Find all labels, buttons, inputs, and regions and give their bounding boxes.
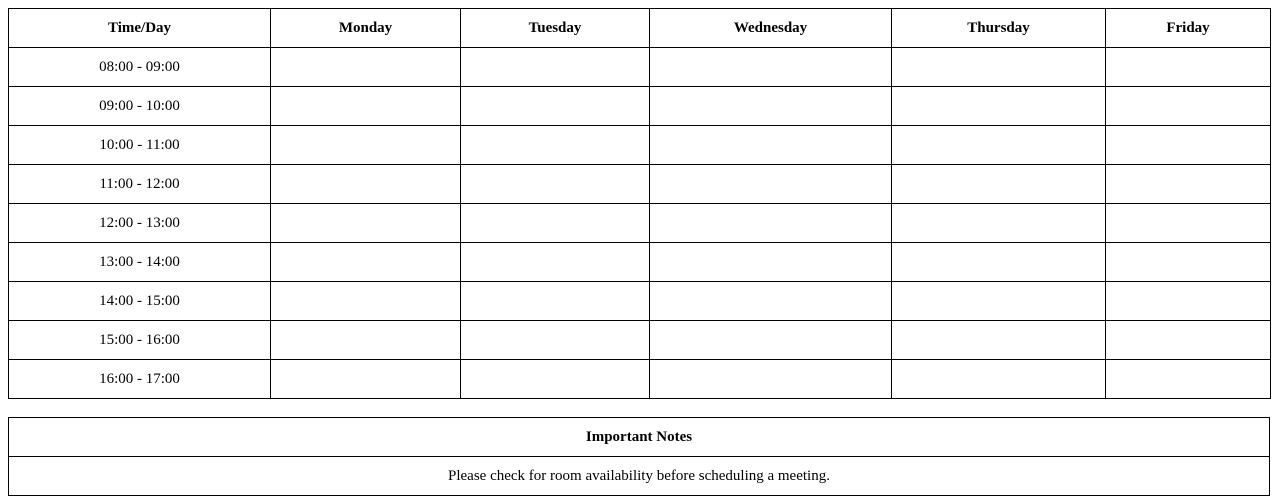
schedule-cell-monday [271,243,461,282]
schedule-cell-tuesday [461,126,650,165]
header-tuesday: Tuesday [461,9,650,48]
schedule-cell-monday [271,321,461,360]
schedule-cell-thursday [892,360,1106,399]
note-text: Please check for room availability before scheduling a meeting. [9,457,1270,496]
time-slot-cell: 12:00 - 13:00 [9,204,271,243]
schedule-cell-wednesday [650,87,892,126]
schedule-cell-friday [1106,321,1271,360]
schedule-cell-monday [271,48,461,87]
schedule-cell-monday [271,360,461,399]
table-row [9,87,1271,126]
schedule-cell-tuesday [461,48,650,87]
time-slot-cell: 10:00 - 11:00 [9,126,271,165]
time-slot-cell: 11:00 - 12:00 [9,165,271,204]
schedule-cell-friday [1106,165,1271,204]
schedule-cell-wednesday [650,360,892,399]
schedule-cell-wednesday [650,282,892,321]
schedule-cell-thursday [892,243,1106,282]
schedule-cell-wednesday [650,243,892,282]
table-row [9,282,1271,321]
schedule-cell-tuesday [461,243,650,282]
schedule-cell-tuesday [461,87,650,126]
schedule-cell-friday [1106,204,1271,243]
table-row [9,321,1271,360]
schedule-cell-monday [271,87,461,126]
table-row [9,243,1271,282]
header-monday: Monday [271,9,461,48]
table-row [9,165,1271,204]
time-slot-cell: 16:00 - 17:00 [9,360,271,399]
header-wednesday: Wednesday [650,9,892,48]
list-item [9,457,1270,496]
schedule-cell-friday [1106,360,1271,399]
schedule-cell-wednesday [650,321,892,360]
schedule-cell-thursday [892,321,1106,360]
schedule-cell-wednesday [650,204,892,243]
schedule-cell-tuesday [461,360,650,399]
header-time-day: Time/Day [9,9,271,48]
schedule-cell-wednesday [650,165,892,204]
schedule-cell-friday [1106,48,1271,87]
time-slot-cell: 15:00 - 16:00 [9,321,271,360]
schedule-cell-friday [1106,243,1271,282]
table-row [9,126,1271,165]
schedule-cell-friday [1106,87,1271,126]
table-row [9,204,1271,243]
schedule-cell-monday [271,204,461,243]
table-row [9,360,1271,399]
time-slot-cell: 14:00 - 15:00 [9,282,271,321]
schedule-table [8,8,1271,399]
time-slot-cell: 08:00 - 09:00 [9,48,271,87]
schedule-cell-thursday [892,165,1106,204]
schedule-cell-thursday [892,126,1106,165]
schedule-cell-thursday [892,204,1106,243]
schedule-cell-monday [271,282,461,321]
notes-title: Important Notes [9,418,1270,457]
schedule-cell-tuesday [461,282,650,321]
schedule-cell-friday [1106,282,1271,321]
schedule-cell-friday [1106,126,1271,165]
schedule-cell-monday [271,126,461,165]
table-row [9,48,1271,87]
schedule-cell-tuesday [461,165,650,204]
schedule-cell-monday [271,165,461,204]
schedule-cell-thursday [892,282,1106,321]
schedule-cell-thursday [892,87,1106,126]
schedule-cell-wednesday [650,48,892,87]
time-slot-cell: 09:00 - 10:00 [9,87,271,126]
time-slot-cell: 13:00 - 14:00 [9,243,271,282]
header-friday: Friday [1106,9,1271,48]
notes-header-row [9,418,1270,457]
schedule-header-row [9,9,1271,48]
header-thursday: Thursday [892,9,1106,48]
schedule-cell-wednesday [650,126,892,165]
schedule-cell-tuesday [461,321,650,360]
notes-table [8,417,1270,496]
schedule-cell-thursday [892,48,1106,87]
schedule-cell-tuesday [461,204,650,243]
